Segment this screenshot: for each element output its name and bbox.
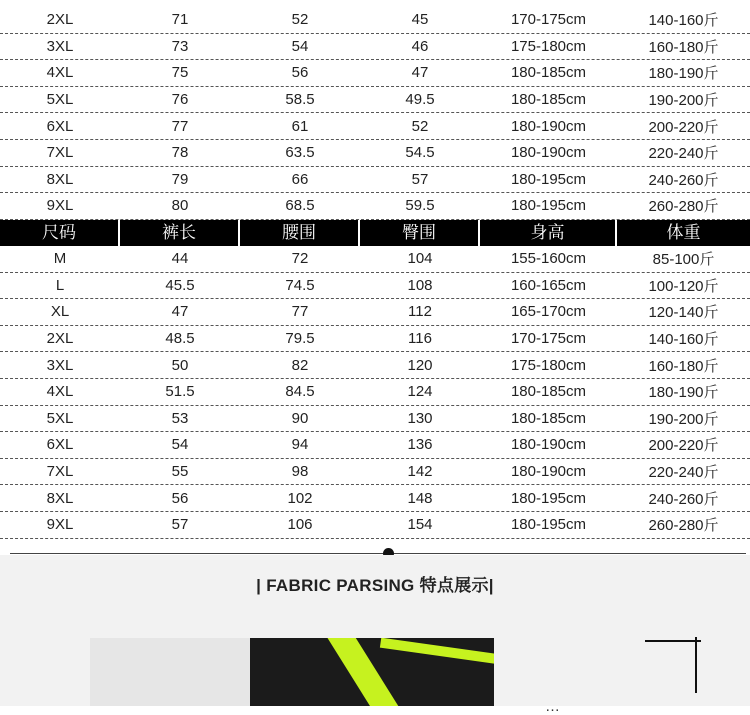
cell-weight: 260-280斤 xyxy=(648,517,719,535)
cell-length: 79 xyxy=(171,170,189,188)
table-row xyxy=(0,459,750,486)
cell-hip: 59.5 xyxy=(405,197,435,215)
cell-waist: 106 xyxy=(287,516,313,534)
cell-weight: 190-200斤 xyxy=(648,410,719,428)
cell-length: 77 xyxy=(171,117,189,135)
cell-size: 8XL xyxy=(46,170,74,188)
cell-weight: 220-240斤 xyxy=(648,464,719,482)
cell-height: 165-170cm xyxy=(510,303,587,321)
cell-waist: 72 xyxy=(291,250,309,268)
cell-size: 7XL xyxy=(46,463,74,481)
cell-height: 180-195cm xyxy=(510,197,587,215)
cell-weight: 240-260斤 xyxy=(648,490,719,508)
cell-size: 7XL xyxy=(46,144,74,162)
cell-size: 9XL xyxy=(46,516,74,534)
cell-hip: 45 xyxy=(411,11,429,29)
cell-hip: 142 xyxy=(407,463,433,481)
cell-length: 73 xyxy=(171,37,189,55)
cell-height: 180-190cm xyxy=(510,117,587,135)
cell-weight: 260-280斤 xyxy=(648,198,719,216)
table-row xyxy=(0,87,750,114)
header-length: 裤长 xyxy=(120,220,240,246)
table-row xyxy=(0,352,750,379)
cell-waist: 90 xyxy=(291,409,309,427)
cell-length: 45.5 xyxy=(165,276,195,294)
cell-length: 50 xyxy=(171,356,189,374)
cell-size: 5XL xyxy=(46,409,74,427)
cell-weight: 85-100斤 xyxy=(652,251,715,269)
table-row xyxy=(0,432,750,459)
cell-waist: 84.5 xyxy=(285,383,315,401)
cell-waist: 61 xyxy=(291,117,309,135)
table-row xyxy=(0,140,750,167)
cell-weight: 180-190斤 xyxy=(648,65,719,83)
cell-hip: 154 xyxy=(407,516,433,534)
cell-length: 48.5 xyxy=(165,330,195,348)
cell-size: 5XL xyxy=(46,91,74,109)
cell-hip: 148 xyxy=(407,489,433,507)
cell-weight: 140-160斤 xyxy=(648,12,719,30)
cell-hip: 136 xyxy=(407,436,433,454)
cell-length: 51.5 xyxy=(165,383,195,401)
cell-waist: 66 xyxy=(291,170,309,188)
cell-weight: 160-180斤 xyxy=(648,38,719,56)
cell-length: 71 xyxy=(171,11,189,29)
top-size-table xyxy=(0,7,750,220)
cell-weight: 120-140斤 xyxy=(648,304,719,322)
cell-height: 180-195cm xyxy=(510,489,587,507)
cell-hip: 57 xyxy=(411,170,429,188)
table-row xyxy=(0,512,750,539)
header-weight: 体重 xyxy=(666,223,701,242)
cell-height: 180-195cm xyxy=(510,516,587,534)
cell-hip: 104 xyxy=(407,250,433,268)
cell-length: 57 xyxy=(171,516,189,534)
table-header xyxy=(0,220,750,246)
cell-waist: 58.5 xyxy=(285,91,315,109)
cell-waist: 79.5 xyxy=(285,330,315,348)
cell-weight: 220-240斤 xyxy=(648,145,719,163)
cell-size: L xyxy=(55,276,65,294)
cell-hip: 130 xyxy=(407,409,433,427)
cell-height: 180-190cm xyxy=(510,436,587,454)
cell-waist: 74.5 xyxy=(285,276,315,294)
cell-weight: 190-200斤 xyxy=(648,92,719,110)
cell-waist: 98 xyxy=(291,463,309,481)
cell-weight: 240-260斤 xyxy=(648,171,719,189)
cell-size: XL xyxy=(50,303,70,321)
corner-bracket-icon xyxy=(645,637,701,693)
cell-height: 180-195cm xyxy=(510,170,587,188)
cell-height: 180-185cm xyxy=(510,64,587,82)
partial-caption: … xyxy=(545,698,564,715)
cell-size: 9XL xyxy=(46,197,74,215)
cell-height: 175-180cm xyxy=(510,37,587,55)
cell-weight: 100-120斤 xyxy=(648,277,719,295)
cell-length: 55 xyxy=(171,463,189,481)
section-divider xyxy=(10,553,746,554)
cell-hip: 116 xyxy=(408,330,432,348)
fabric-title: | FABRIC PARSING 特点展示| xyxy=(256,576,494,595)
cell-height: 155-160cm xyxy=(510,250,587,268)
cell-size: 6XL xyxy=(46,117,74,135)
cell-waist: 82 xyxy=(291,356,309,374)
header-hip: 臀围 xyxy=(360,220,480,246)
cell-waist: 102 xyxy=(287,489,313,507)
cell-hip: 46 xyxy=(411,37,429,55)
cell-weight: 140-160斤 xyxy=(648,331,719,349)
cell-size: 3XL xyxy=(46,356,74,374)
cell-size: 6XL xyxy=(46,436,74,454)
table-row xyxy=(0,273,750,300)
cell-hip: 124 xyxy=(407,383,433,401)
cell-height: 180-185cm xyxy=(510,409,587,427)
cell-hip: 47 xyxy=(411,64,429,82)
cell-length: 44 xyxy=(171,250,189,268)
cell-waist: 54 xyxy=(291,37,309,55)
cell-height: 180-190cm xyxy=(510,463,587,481)
table-row xyxy=(0,7,750,34)
header-size: 尺码 xyxy=(0,220,120,246)
cell-waist: 68.5 xyxy=(285,197,315,215)
cell-waist: 52 xyxy=(291,11,309,29)
cell-weight: 200-220斤 xyxy=(648,437,719,455)
cell-waist: 77 xyxy=(291,303,309,321)
cell-length: 78 xyxy=(171,144,189,162)
table-row xyxy=(0,246,750,273)
cell-hip: 54.5 xyxy=(405,144,435,162)
cell-weight: 200-220斤 xyxy=(648,118,719,136)
cell-height: 175-180cm xyxy=(510,356,587,374)
cell-size: 4XL xyxy=(46,64,74,82)
cell-size: M xyxy=(53,250,67,268)
cell-hip: 112 xyxy=(408,303,432,321)
header-waist: 腰围 xyxy=(240,220,360,246)
table-row xyxy=(0,485,750,512)
cell-hip: 120 xyxy=(407,356,433,374)
cell-height: 180-190cm xyxy=(510,144,587,162)
pants-size-table xyxy=(0,220,750,539)
table-row xyxy=(0,193,750,220)
cell-waist: 63.5 xyxy=(285,144,315,162)
cell-length: 53 xyxy=(171,409,189,427)
cell-length: 56 xyxy=(171,489,189,507)
cell-waist: 56 xyxy=(291,64,309,82)
cell-length: 76 xyxy=(171,91,189,109)
cell-size: 8XL xyxy=(46,489,74,507)
cell-weight: 180-190斤 xyxy=(648,384,719,402)
table-row xyxy=(0,406,750,433)
cell-height: 180-185cm xyxy=(510,383,587,401)
product-photo xyxy=(90,638,494,706)
cell-size: 2XL xyxy=(46,330,74,348)
cell-hip: 108 xyxy=(407,276,433,294)
table-row xyxy=(0,299,750,326)
cell-height: 170-175cm xyxy=(510,11,587,29)
table-row xyxy=(0,326,750,353)
header-height: 身高 xyxy=(480,220,617,246)
cell-length: 54 xyxy=(171,436,189,454)
table-row xyxy=(0,60,750,87)
table-row xyxy=(0,34,750,61)
table-row xyxy=(0,379,750,406)
cell-height: 180-185cm xyxy=(510,91,587,109)
table-row xyxy=(0,113,750,140)
cell-waist: 94 xyxy=(291,436,309,454)
cell-height: 170-175cm xyxy=(510,330,587,348)
cell-size: 2XL xyxy=(46,11,74,29)
table-row xyxy=(0,167,750,194)
cell-size: 3XL xyxy=(46,37,74,55)
cell-height: 160-165cm xyxy=(510,276,587,294)
cell-size: 4XL xyxy=(46,383,74,401)
cell-length: 47 xyxy=(171,303,189,321)
cell-hip: 49.5 xyxy=(405,91,435,109)
cell-weight: 160-180斤 xyxy=(648,357,719,375)
cell-hip: 52 xyxy=(411,117,429,135)
cell-length: 75 xyxy=(171,64,189,82)
cell-length: 80 xyxy=(171,197,189,215)
